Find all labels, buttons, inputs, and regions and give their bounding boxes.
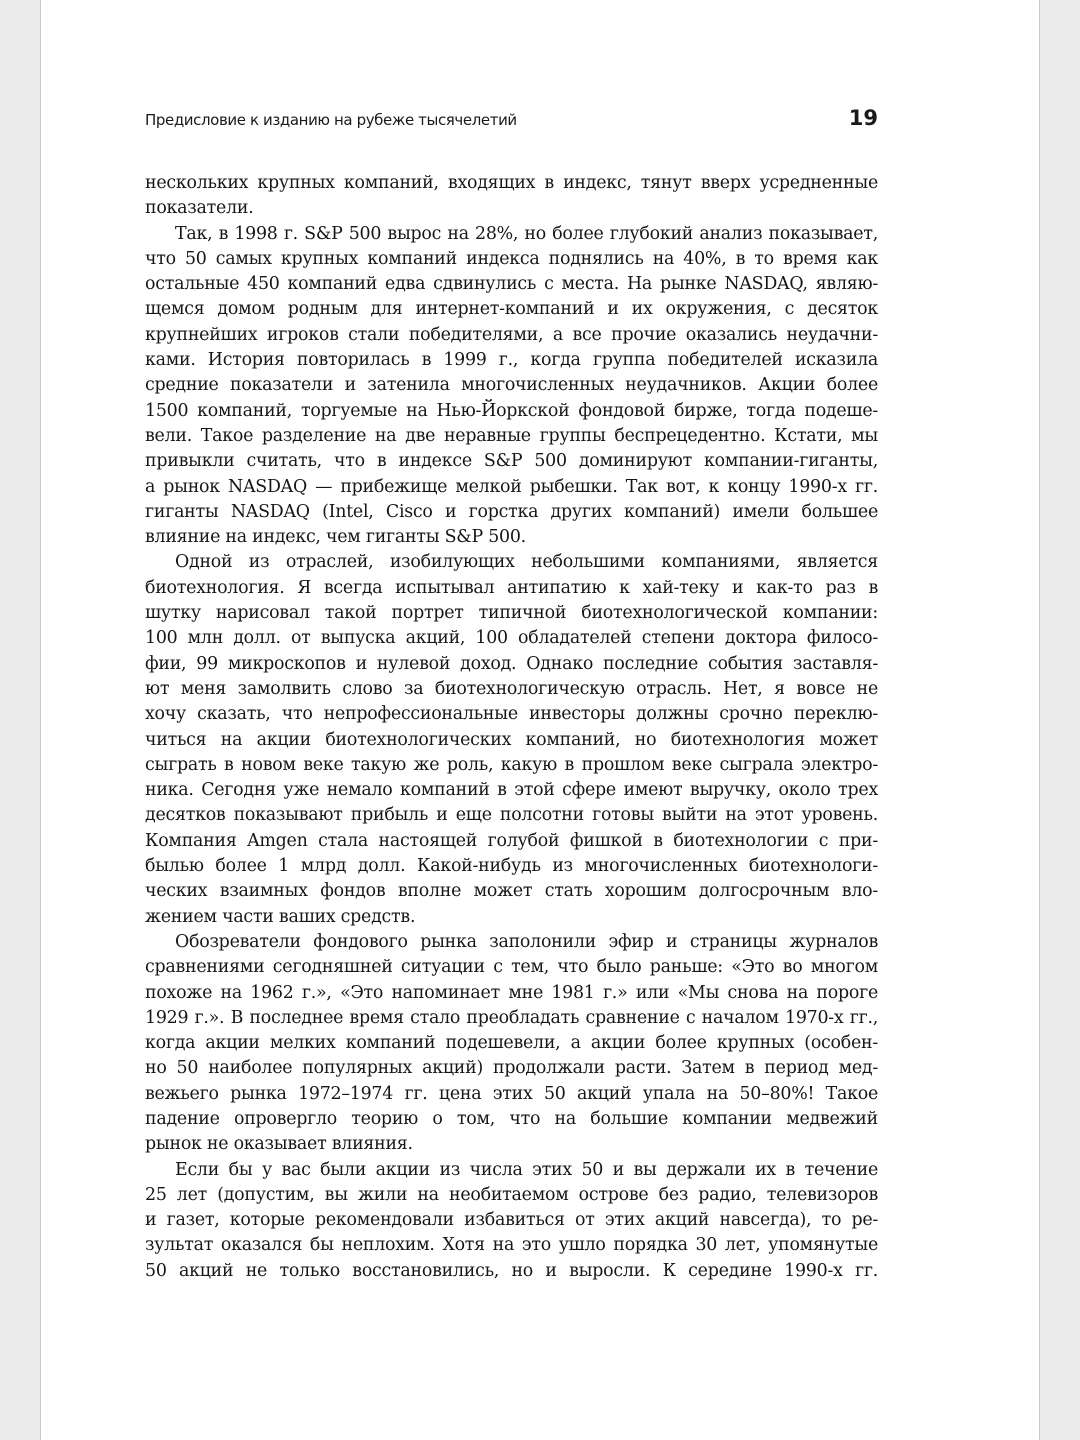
text-line: когда акции мелких компаний подешевели, а акции более крупных (особен- xyxy=(145,1033,878,1054)
text-line: влияние на индекс, чем гиганты S&P 500. xyxy=(145,527,526,548)
text-line: Обозреватели фондового рынка заполонили эфир и страницы журналов xyxy=(175,931,878,952)
text-line: 100 млн долл. от выпуска акций, 100 обладателей степени доктора филосо- xyxy=(145,628,878,649)
text-line: былью более 1 млрд долл. Какой-нибудь из многочисленных биотехнологи- xyxy=(145,856,878,877)
text-line: шутку нарисовал такой портрет типичной биотехнологической компании: xyxy=(145,603,878,624)
text-line: Одной из отраслей, изобилующих небольшими компаниями, является xyxy=(175,552,878,573)
text-line: крупнейших игроков стали победителями, а все прочие оказались неудачни- xyxy=(145,324,878,345)
text-line: сыграть в новом веке такую же роль, какую в прошлом веке сыграла электро- xyxy=(145,754,878,775)
text-line: щемся домом родным для интернет-компаний и их окружения, с десяток xyxy=(145,299,878,320)
text-line: десятков показывают прибыль и еще полсотни готовы выйти на этот уровень. xyxy=(145,805,878,826)
text-line: показатели. xyxy=(145,198,254,219)
text-line: падение опровергло теорию о том, что на большие компании медвежий xyxy=(145,1108,878,1129)
text-line: сравнениями сегодняшней ситуации с тем, что было раньше: «Это во многом xyxy=(145,957,878,978)
text-line: вежьего рынка 1972–1974 гг. цена этих 50 акций упала на 50–80%! Такое xyxy=(145,1083,878,1104)
text-line: нескольких крупных компаний, входящих в индекс, тянут вверх усредненные xyxy=(145,173,878,193)
text-line: зультат оказался бы неплохим. Хотя на это ушло порядка 30 лет, упомянутые xyxy=(145,1235,878,1256)
page-number: 19 xyxy=(848,106,878,130)
body-text xyxy=(145,171,878,1284)
text-line: ками. История повторилась в 1999 г., когда группа победителей исказила xyxy=(145,350,878,371)
text-line: Компания Amgen стала настоящей голубой фишкой в биотехнологии с при- xyxy=(145,830,878,851)
text-line: биотехнология. Я всегда испытывал антипатию к хай-теку и как-то раз в xyxy=(145,577,878,598)
text-line: Так, в 1998 г. S&P 500 вырос на 28%, но более глубокий анализ показывает, xyxy=(175,223,878,244)
text-line: остальные 450 компаний едва сдвинулись с места. На рынке NASDAQ, являю- xyxy=(145,274,878,295)
text-line: но 50 наиболее популярных акций) продолжали расти. Затем в период мед- xyxy=(145,1058,878,1079)
text-line: вели. Такое разделение на две неравные группы беспрецедентно. Кстати, мы xyxy=(145,425,878,446)
text-line: а рынок NASDAQ — прибежище мелкой рыбешки. Так вот, к концу 1990-х гг. xyxy=(145,476,878,497)
running-title: Предисловие к изданию на рубеже тысячелетий xyxy=(145,111,517,129)
text-line: средние показатели и затенила многочисленных неудачников. Акции более xyxy=(145,375,878,396)
text-line: 1500 компаний, торгуемые на Нью-Йоркской фондовой бирже, тогда подеше- xyxy=(145,400,878,421)
text-line: фии, 99 микроскопов и нулевой доход. Однако последние события заставля- xyxy=(145,653,878,674)
text-line: 1929 г.». В последнее время стало преобладать сравнение с началом 1970-х гг., xyxy=(145,1007,878,1028)
text-line: ника. Сегодня уже немало компаний в этой сфере имеют выручку, около трех xyxy=(145,780,878,801)
text-line: читься на акции биотехнологических компаний, но биотехнология может xyxy=(145,729,878,750)
text-line: что 50 самых крупных компаний индекса поднялись на 40%, в то время как xyxy=(145,248,878,269)
text-line: похоже на 1962 г.», «Это напоминает мне 1981 г.» или «Мы снова на пороге xyxy=(145,982,878,1003)
text-line: и газет, которые рекомендовали избавиться от этих акций навсегда), то ре- xyxy=(145,1210,878,1231)
text-line: 25 лет (допустим, вы жили на необитаемом острове без радио, телевизоров xyxy=(145,1184,878,1205)
text-line: жением части ваших средств. xyxy=(145,906,416,927)
text-line: 50 акций не только восстановились, но и выросли. К середине 1990-х гг. xyxy=(145,1260,878,1281)
text-line: привыкли считать, что в индексе S&P 500 доминируют компании-гиганты, xyxy=(145,451,878,472)
text-line: ческих взаимных фондов вполне может стать хорошим долгосрочным вло- xyxy=(145,881,878,902)
text-line: хочу сказать, что непрофессиональные инвесторы должны срочно переклю- xyxy=(145,704,878,725)
text-line: рынок не оказывает влияния. xyxy=(145,1134,413,1155)
page-header xyxy=(145,106,878,136)
text-line: гиганты NASDAQ (Intel, Cisco и горстка других компаний) имели большее xyxy=(145,501,878,522)
text-line: ют меня замолвить слово за биотехнологическую отрасль. Нет, я вовсе не xyxy=(145,678,878,699)
text-line: Если бы у вас были акции из числа этих 50 и вы держали их в течение xyxy=(175,1159,878,1180)
book-page xyxy=(40,0,1040,1440)
